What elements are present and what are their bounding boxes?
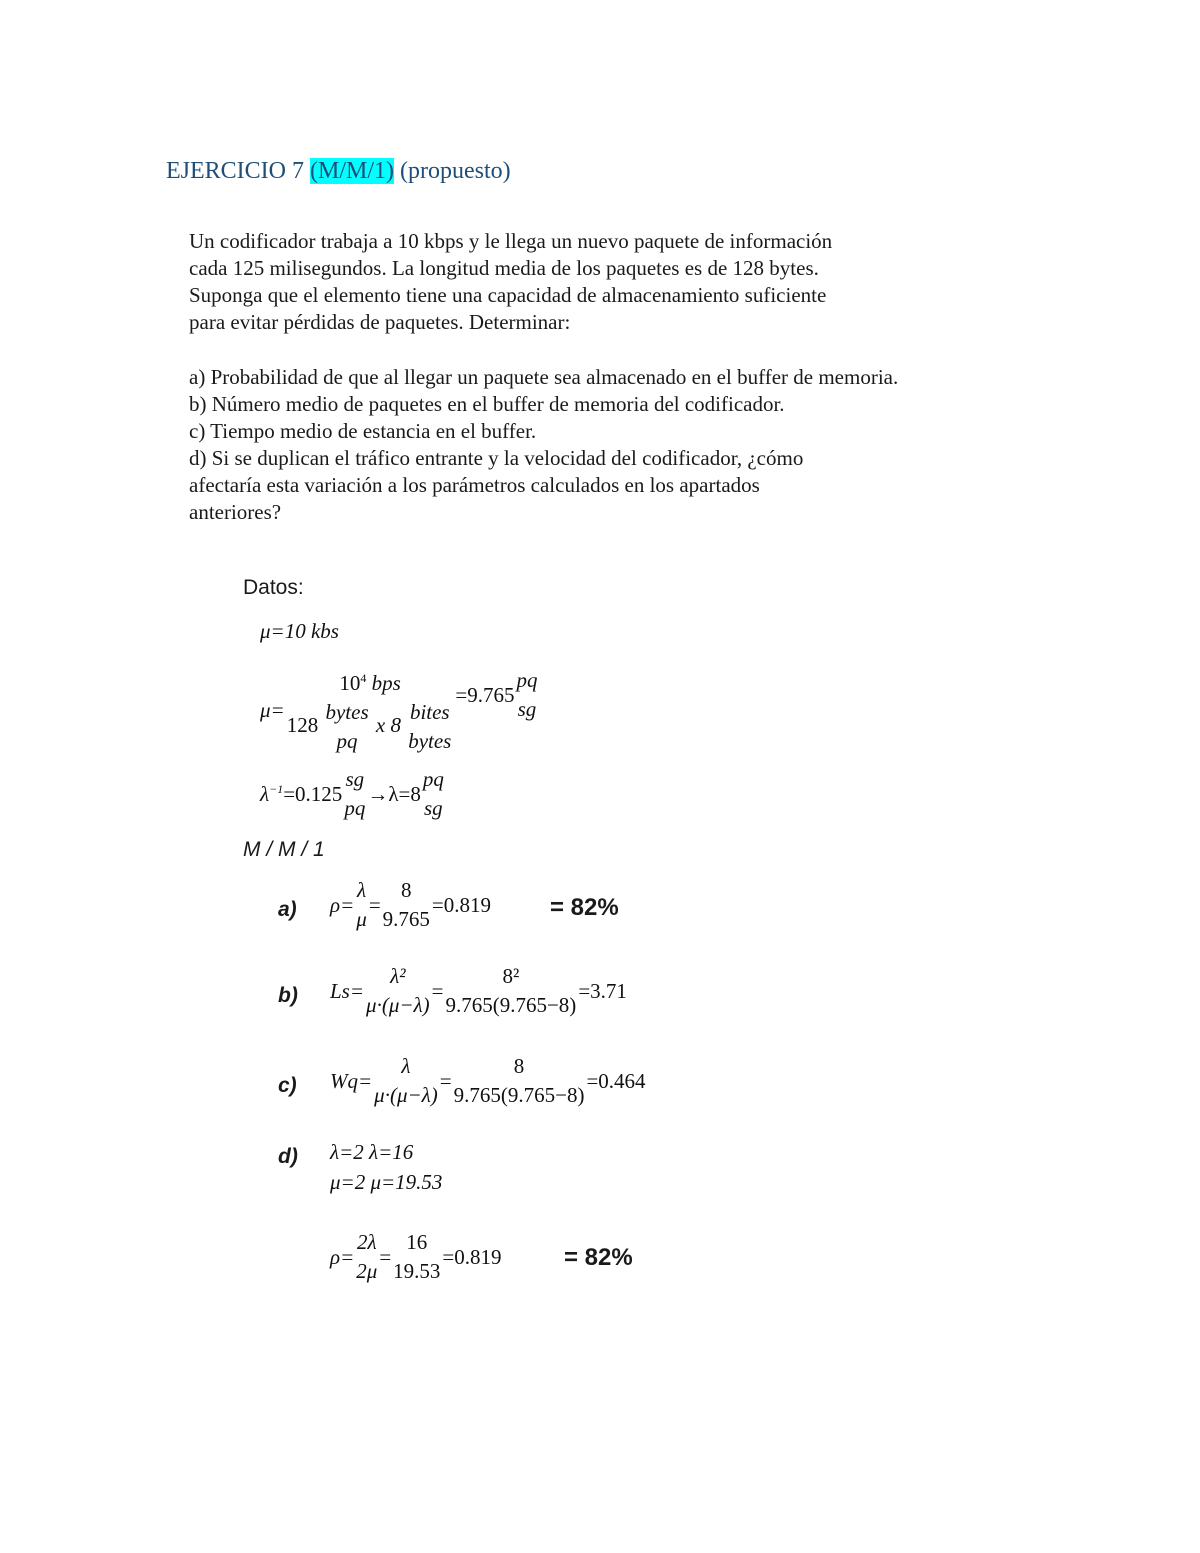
part-d-lambda-line: λ=2 λ=16 <box>330 1140 414 1164</box>
problem-statement <box>189 228 832 336</box>
mu-fraction <box>287 664 454 756</box>
problem-line: para evitar pérdidas de paquetes. Determinar: <box>189 310 571 334</box>
model-label: M / M / 1 <box>243 838 325 861</box>
title-prefix: EJERCICIO 7 <box>166 158 304 184</box>
mu-result: =9.765 <box>455 682 515 707</box>
part-d-percent: = 82% <box>564 1244 633 1271</box>
mu-numerator: $10^4$ bps <box>339 671 401 695</box>
lambda-value: =0.125 <box>283 781 343 806</box>
question-a: a) Probabilidad de que al llegar un paquete sea almacenado en el buffer de memoria. <box>189 365 899 389</box>
part-a-percent: = 82% <box>550 894 619 921</box>
mu-denominator: 128 bytes pq x 8 bites bytes <box>286 700 452 753</box>
part-b-label: b) <box>278 984 298 1007</box>
exercise-title <box>166 158 511 185</box>
lambda-result-unit: pq sg <box>422 767 444 820</box>
title-highlight: (M/M/1) <box>310 158 394 184</box>
lambda-unit: sg pq <box>344 767 366 820</box>
mu-lhs: μ= <box>260 697 285 722</box>
title-suffix: (propuesto) <box>400 158 511 184</box>
problem-line: Suponga que el elemento tiene una capacidad de almacenamiento suficiente <box>189 283 827 307</box>
mu-rate-equation: μ=10 kbs <box>260 619 339 643</box>
part-d-label: d) <box>278 1145 298 1168</box>
mu-calculation <box>260 664 539 756</box>
question-d-cont: anteriores? <box>189 500 282 524</box>
lambda-arrow-result: →λ=8 <box>367 781 421 806</box>
question-d-cont: afectaría esta variación a los parámetros calculados en los apartados <box>189 473 760 497</box>
problem-line: Un codificador trabaja a 10 kbps y le llega un nuevo paquete de información <box>189 229 833 253</box>
part-c-label: c) <box>278 1074 297 1097</box>
question-list <box>189 364 898 526</box>
part-d-rho-equation: ρ= 2λ 2μ = 16 19.53 =0.819 <box>330 1230 502 1283</box>
part-a-equation: ρ= λ μ = 8 9.765 =0.819 <box>330 878 491 931</box>
part-b-equation: Ls= λ² μ·(μ−λ) = 8² 9.765(9.765−8) =3.71 <box>330 964 627 1017</box>
part-a-label: a) <box>278 898 297 921</box>
lambda-lhs: $\lambda^{-1}$ <box>260 781 284 806</box>
mu-result-unit: pq sg <box>516 668 538 721</box>
lambda-calculation <box>260 765 446 823</box>
datos-label: Datos: <box>243 576 304 599</box>
problem-line: cada 125 milisegundos. La longitud media de los paquetes es de 128 bytes. <box>189 256 819 280</box>
part-c-equation: Wq= λ μ·(μ−λ) = 8 9.765(9.765−8) =0.464 <box>330 1054 646 1107</box>
part-d-mu-line: μ=2 μ=19.53 <box>330 1170 443 1194</box>
question-d: d) Si se duplican el tráfico entrante y la velocidad del codificador, ¿cómo <box>189 446 804 470</box>
question-c: c) Tiempo medio de estancia en el buffer. <box>189 419 537 443</box>
question-b: b) Número medio de paquetes en el buffer de memoria del codificador. <box>189 392 785 416</box>
